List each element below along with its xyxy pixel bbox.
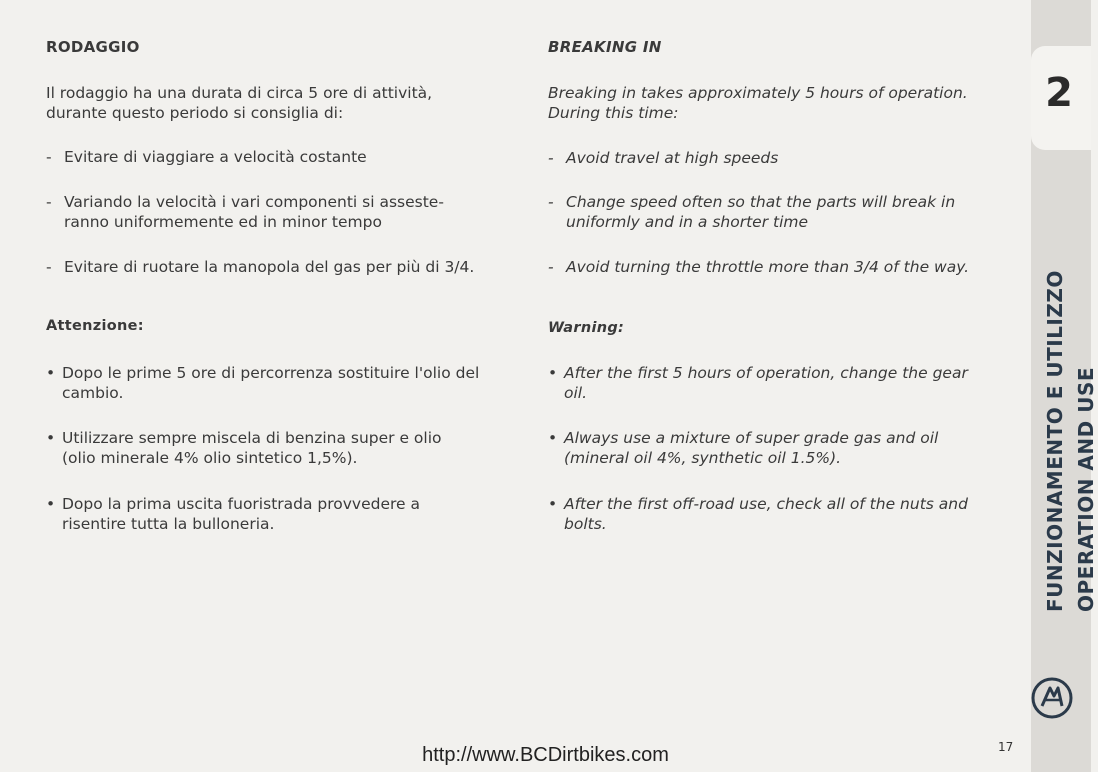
page-number: 17	[998, 740, 1014, 754]
list-item: - Avoid travel at high speeds	[548, 149, 779, 167]
section-heading: BREAKING IN	[548, 38, 662, 56]
chapter-number: 2	[1045, 70, 1073, 116]
list-item: - Variando la velocità i vari componenti si asseste- ranno uniformemente ed in minor tempo	[46, 193, 444, 231]
chapter-title-english: OPERATION AND USE	[1074, 366, 1098, 612]
intro-paragraph: Il rodaggio ha una durata di circa 5 ore di attività, durante questo periodo si consiglia di:	[46, 84, 433, 122]
list-item: • Always use a mixture of super grade gas and oil (mineral oil 4%, synthetic oil 1.5%).	[548, 429, 939, 467]
list-item: - Evitare di ruotare la manopola del gas per più di 3/4.	[46, 258, 475, 276]
list-item: - Evitare di viaggiare a velocità costante	[46, 148, 367, 166]
list-item: - Change speed often so that the parts will break in uniformly and in a shorter time	[548, 193, 956, 231]
list-item: • After the first 5 hours of operation, change the gear oil.	[548, 364, 968, 402]
chapter-title-italian: FUNZIONAMENTO E UTILIZZO	[1043, 270, 1067, 612]
footer-url: http://www.BCDirtbikes.com	[422, 744, 669, 766]
intro-paragraph: Breaking in takes approximately 5 hours of operation. During this time:	[548, 84, 968, 122]
warning-heading: Attenzione:	[46, 318, 144, 334]
section-heading: RODAGGIO	[46, 38, 140, 56]
list-item: • Dopo la prima uscita fuoristrada provvedere a risentire tutta la bulloneria.	[46, 495, 421, 533]
list-item: • After the first off-road use, check all of the nuts and bolts.	[548, 495, 968, 533]
list-item: • Dopo le prime 5 ore di percorrenza sostituire l'olio del cambio.	[46, 364, 480, 402]
brand-logo-icon	[1030, 676, 1074, 720]
warning-heading: Warning:	[548, 320, 625, 336]
list-item: - Avoid turning the throttle more than 3/4 of the way.	[548, 258, 970, 276]
list-item: • Utilizzare sempre miscela di benzina super e olio (olio minerale 4% olio sintetico 1,5%).	[46, 429, 442, 467]
